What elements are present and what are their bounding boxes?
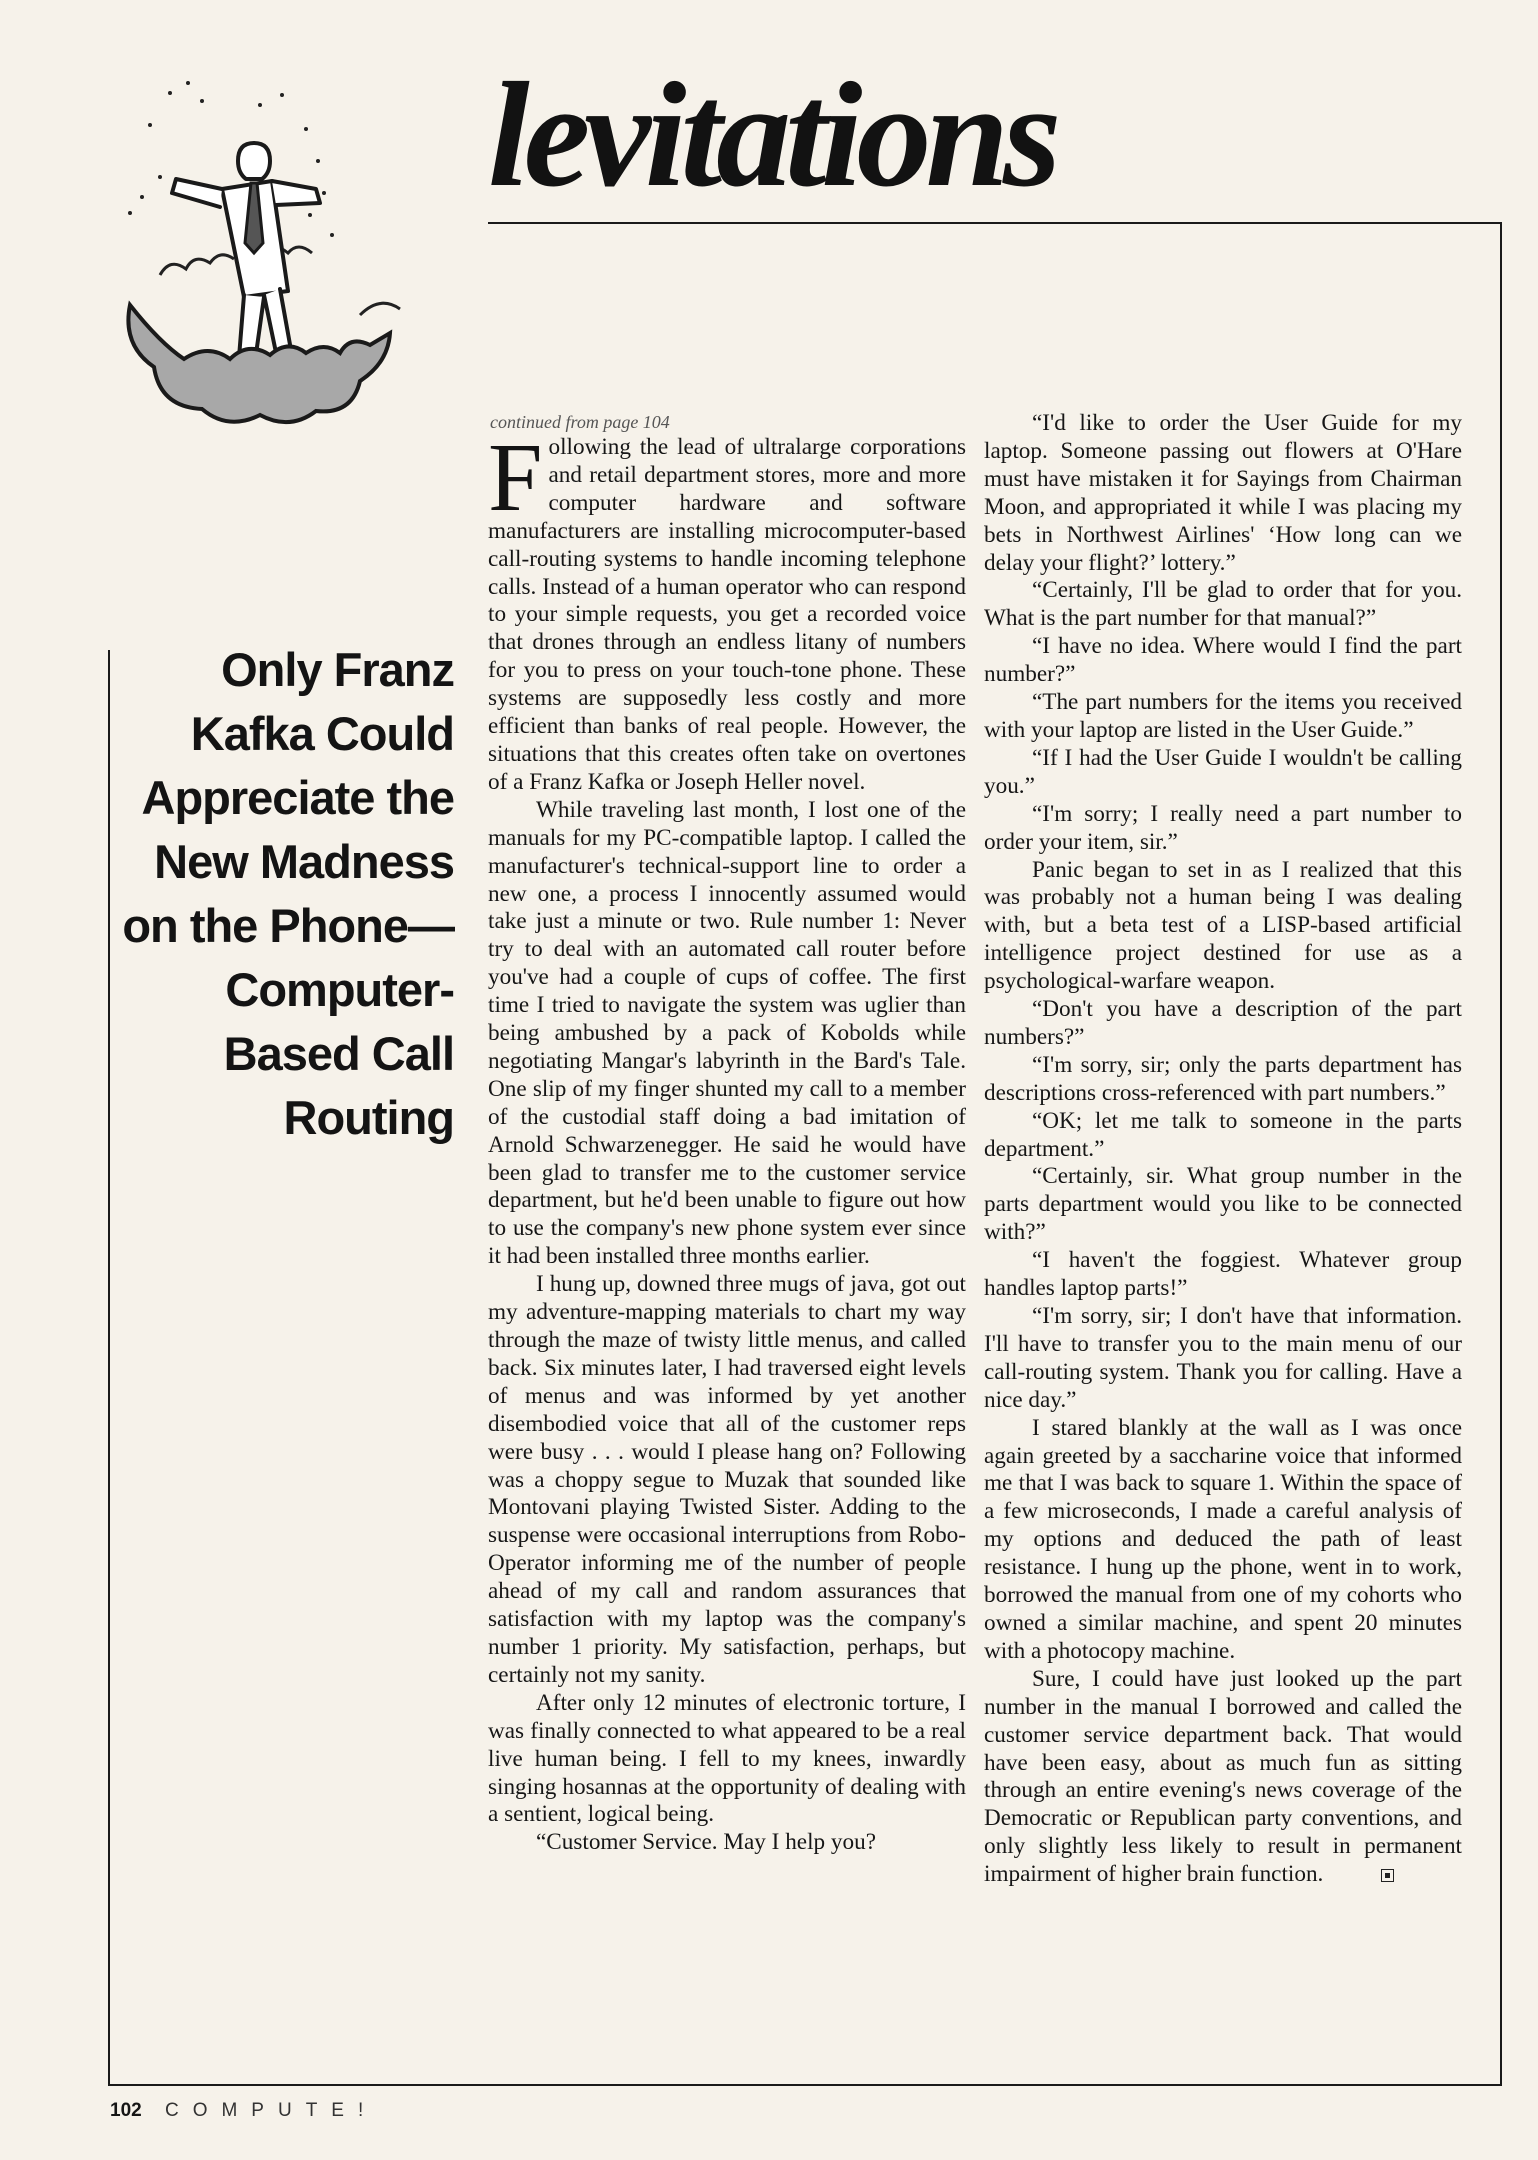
paragraph: “Certainly, I'll be glad to order that for you. What is the part number for that manual?” bbox=[984, 577, 1462, 632]
frame-top-rule bbox=[488, 222, 1502, 224]
paragraph: “I'd like to order the User Guide for my laptop. Someone passing out flowers at O'Hare must have mistaken it for Sayings from Chairman Moon, and appropriated it while I was placing my bets in Northwest Airlines' ‘How long can we delay your flight?’ lottery.” bbox=[984, 410, 1462, 576]
paragraph: Following the lead of ultralarge corporations and retail department stores, more and more computer hardware and software manufacturers are installing microcomputer-based call-routing systems to handle incoming telephone calls. Instead of a human operator who can respond to your simple requests, you get a recorded voice that drones through an endless litany of numbers for you to press on your touch-tone phone. These systems are supposedly less costly and more efficient than banks of real people. However, the situations that this creates often take on overtones of a Franz Kafka or Joseph Heller novel. bbox=[488, 424, 966, 795]
paragraph: “If I had the User Guide I wouldn't be calling you.” bbox=[984, 744, 1462, 799]
paragraph: After only 12 minutes of electronic torture, I was finally connected to what appeared to be a real live human being. I fell to my knees, inwardly singing hosannas at the opportunity of dealing with a sentient, logical being. bbox=[488, 1689, 966, 1828]
paragraph: “Don't you have a description of the part numbers?” bbox=[984, 996, 1462, 1050]
paragraph: “I'm sorry, sir; I don't have that information. I'll have to transfer you to the main menu of our call-routing system. Thank you for calling. Have a nice day.” bbox=[984, 1303, 1462, 1413]
paragraph: I stared blankly at the wall as I was once again greeted by a saccharine voice that informed me that I was back to square 1. Within the space of a few microseconds, I made a careful analysis of my options and deduced the path of least resistance. I hung up the phone, went in to work, borrowed the manual from one of my cohorts who owned a similar machine, and spent 20 minutes with a photocopy machine. bbox=[984, 1414, 1462, 1664]
page-footer bbox=[110, 2100, 377, 2122]
paragraph: “I'm sorry, sir; only the parts department has descriptions cross-referenced with part numbers.” bbox=[984, 1051, 1462, 1106]
frame-right-rule bbox=[1500, 222, 1502, 2086]
page-number: 102 bbox=[110, 2100, 142, 2121]
paragraph: “I have no idea. Where would I find the part number?” bbox=[984, 633, 1462, 688]
paragraph: “Certainly, sir. What group number in the parts department would you like to be connected with?” bbox=[984, 1163, 1462, 1246]
paragraph: “I haven't the foggiest. Whatever group handles laptop parts!” bbox=[984, 1247, 1462, 1302]
paragraph: “The part numbers for the items you received with your laptop are listed in the User Guide.” bbox=[984, 689, 1462, 743]
article-column-2 bbox=[984, 410, 1462, 1889]
paragraph: “I'm sorry; I really need a part number to order your item, sir.” bbox=[984, 800, 1462, 855]
magazine-name: COMPUTE! bbox=[164, 2100, 378, 2121]
paragraph: “OK; let me talk to someone in the parts department.” bbox=[984, 1107, 1462, 1162]
paragraph-last: Sure, I could have just looked up the part number in the manual I borrowed and called the customer service department back. That would have been easy, about as much fun as sitting through an entire evening's news coverage of the Democratic or Republican party conventions, and only slightly less likely to result in permanent impairment of higher brain function. bbox=[984, 1665, 1462, 1888]
end-mark-icon bbox=[1381, 1869, 1394, 1882]
frame-left-rule bbox=[108, 650, 110, 2086]
paragraph: “Customer Service. May I help you? bbox=[536, 1829, 876, 1856]
section-title: levitations bbox=[488, 52, 1056, 218]
drop-cap: F bbox=[488, 424, 543, 532]
continued-note: continued from page 104 bbox=[490, 412, 670, 432]
levitating-man-illustration bbox=[110, 65, 420, 445]
frame-bottom-rule bbox=[110, 2084, 1502, 2086]
article-column-1 bbox=[488, 410, 966, 1857]
paragraph: I hung up, downed three mugs of java, got out my adventure-mapping materials to chart my way through the maze of twisty little menus, and called back. Six minutes later, I had traversed eight levels of menus and was informed by yet another disembodied voice that all of the customer reps were busy . . . would I please hang on? Following was a choppy segue to Muzak that sounded like Montovani playing Twisted Sister. Adding to the suspense were occasional interruptions from Robo-Operator informing me of the number of people ahead of my call and random assurances that satisfaction with my laptop was the company's number 1 priority. My satisfaction, perhaps, but certainly not my sanity. bbox=[488, 1271, 966, 1688]
paragraph: While traveling last month, I lost one of the manuals for my PC-compatible laptop. I called the manufacturer's technical-support line to order a new one, a process I innocently assumed would take just a minute or two. Rule number 1: Never try to deal with an automated call router before you've had a couple of cups of coffee. The first time I tried to navigate the system was uglier than being ambushed by a pack of Kobolds while negotiating Mangar's labyrinth in the Bard's Tale. One slip of my finger shunted my call to a member of the custodial staff doing a bad imitation of Arnold Schwarzenegger. He said he would have been glad to transfer me to the customer service department, but he'd been unable to figure out how to use the company's new phone system ever since it had been installed three months earlier. bbox=[488, 796, 966, 1270]
paragraph: Panic began to set in as I realized that this was probably not a human being I was dealing with, but a beta test of a LISP-based artificial intelligence project destined for use as a psychological-warfare weapon. bbox=[984, 856, 1462, 995]
article-headline: Only Franz Kafka Could Appreciate the New Madness on the Phone— Computer-Based Call Routing bbox=[122, 643, 454, 1144]
